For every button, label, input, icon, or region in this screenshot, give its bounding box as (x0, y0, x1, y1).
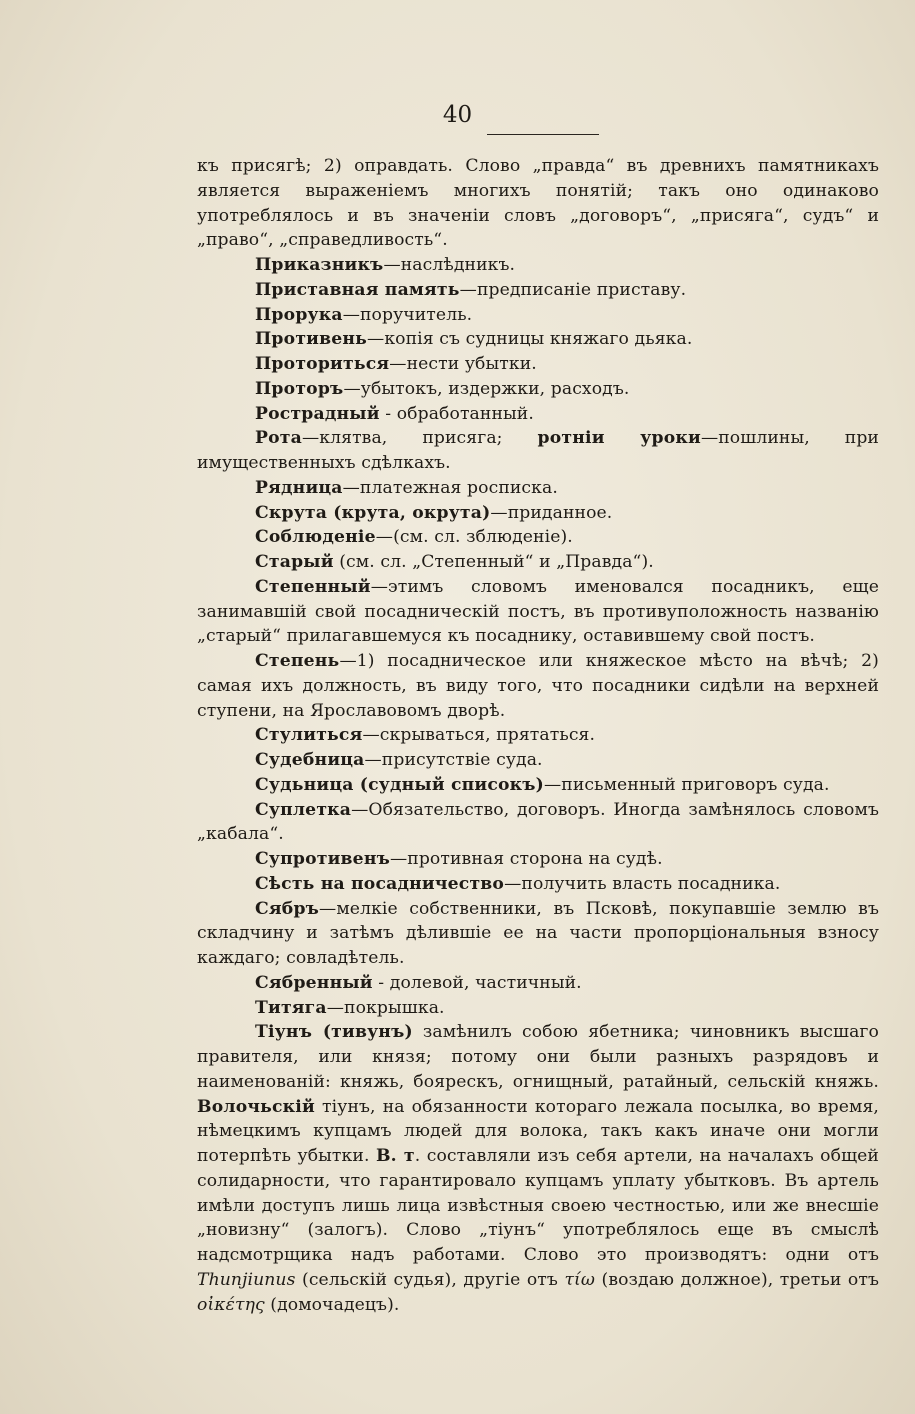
definition-text: —письменный приговоръ суда. (544, 774, 830, 795)
headword: Противень (255, 329, 368, 350)
definition-text: —противная сторона на судѣ. (389, 849, 663, 869)
headword: Прорука (255, 304, 343, 325)
glossary-entry (197, 575, 879, 649)
definition-text: —(см. сл. зблюденіе). (375, 527, 573, 548)
definition-text: —наслѣдникъ. (383, 255, 516, 275)
glossary-entry (197, 377, 879, 402)
definition-text: —нести убытки. (389, 354, 537, 374)
headword: В. т (375, 1146, 415, 1166)
glossary-entry (197, 550, 879, 575)
definition-text: —клятва, присяга; (301, 428, 538, 449)
definition-text: (домочадецъ). (264, 1294, 400, 1315)
headword: Волочьскій (197, 1096, 315, 1117)
definition-text: —получить власть посадника. (504, 873, 781, 894)
glossary-entry (197, 476, 879, 501)
glossary-entry (197, 996, 879, 1021)
definition-text: - обработанный. (379, 403, 534, 424)
definition-text: —скрываться, прятаться. (362, 725, 596, 746)
headword: Сябръ (255, 898, 320, 919)
definition-text: замѣнилъ собою ябетника; чиновникъ высшаго правителя, или князя; потому они были разныхъ разрядовъ и наименованій: княжь, боярескъ, огнищный, ратайный, сельскій княжь. (197, 1022, 879, 1092)
header-rule (487, 134, 599, 135)
definition-text: —присутствіе суда. (364, 750, 543, 770)
definition-text: —пошлины, при имущественныхъ сдѣлкахъ. (197, 428, 879, 473)
glossary-entry (197, 847, 879, 872)
headword: Супротивенъ (255, 849, 390, 869)
glossary-entry (197, 278, 879, 303)
headword: Титяга (255, 997, 327, 1018)
headword: Суплетка (255, 799, 352, 820)
headword: Приказникъ (255, 255, 384, 275)
headword: Степенный (255, 576, 371, 597)
glossary-entry (197, 352, 879, 377)
glossary-entry (197, 649, 879, 723)
definition-text: —поручитель. (342, 304, 473, 325)
foreign-word: τίω (564, 1269, 596, 1290)
headword: Соблюденіе (255, 527, 376, 548)
headword: Судьница (судный списокъ) (255, 774, 544, 795)
definition-text: —предписаніе приставу. (459, 279, 687, 300)
definition-text: —покрышка. (326, 997, 445, 1018)
glossary-entry (197, 897, 879, 971)
headword: Рядница (255, 477, 343, 498)
glossary-entry (197, 1020, 879, 1317)
headword: Стулиться (255, 725, 363, 746)
headword: Рота (255, 428, 302, 449)
glossary-entry (197, 798, 879, 848)
definition-text: —Обязательство, договоръ. Иногда замѣнялось словомъ „кабала“. (197, 799, 879, 845)
definition-text: - долевой, частичный. (372, 972, 582, 993)
headword: Старый (255, 552, 334, 572)
definition-text: . составляли изъ себя артели, на началахъ общей солидарности, что гарантировало купцамъ уплату убытковъ. Въ артель имѣли доступъ лишь лица извѣстныя своею честностью, или же внесшіе „новизну“ (залогъ). Слово „тіунъ“ употреблялось еще въ смыслѣ надсмотрщика надъ работами. Слово это производятъ: одни отъ (197, 1146, 879, 1265)
definition-text: (воздаю должное), третьи отъ (595, 1269, 879, 1290)
glossary-entry (197, 525, 879, 550)
definition-text: (см. сл. „Степенный“ и „Правда“). (333, 552, 654, 572)
definition-text: —убытокъ, издержки, расходъ. (343, 378, 630, 399)
page-number: 40 (442, 102, 473, 128)
headword: ротніи уроки (537, 428, 701, 449)
headword: Проторъ (255, 378, 344, 399)
definition-text: —приданное. (490, 502, 613, 523)
glossary-entry (197, 253, 879, 278)
glossary-entry (197, 723, 879, 748)
headword: Скрута (крута, окрута) (255, 502, 491, 523)
glossary-text (197, 154, 879, 1317)
foreign-word: οἰκέτης (197, 1294, 265, 1315)
glossary-entry (197, 971, 879, 996)
headword: Приставная память (255, 279, 460, 300)
definition-text: —мелкіе собственники, въ Псковѣ, покупавшіе землю въ складчину и затѣмъ дѣлившіе ее на части пропорціональныя взносу каждаго; совладѣтель. (197, 898, 879, 968)
glossary-entry (197, 773, 879, 798)
glossary-entry (197, 303, 879, 328)
headword: Тіунъ (тивунъ) (255, 1022, 413, 1043)
definition-text: къ присягѣ; 2) оправдать. Слово „правда“ въ древнихъ памятникахъ является выраженіемъ многихъ понятій; такъ оно одинаково употреблялось и въ значеніи словъ „договоръ“, „присяга“, судъ“ и „право“, „справедливость“. (197, 156, 879, 251)
definition-text: —копія съ судницы княжаго дьяка. (367, 329, 693, 350)
definition-text: —платежная росписка. (342, 477, 558, 498)
definition-text: тіунъ, на обязанности котораго лежала посылка, во время, нѣмецкимъ купцамъ людей для волока, такъ какъ иначе они могли потерпѣть убытки. (197, 1096, 879, 1166)
continuation-paragraph (197, 154, 879, 253)
glossary-entry (197, 327, 879, 352)
definition-text: —этимъ словомъ именовался посадникъ, еще занимавшій свой посадническій постъ, въ противуположность названію „старый“ прилагавшемуся къ посаднику, оставившему свой постъ. (197, 576, 879, 647)
glossary-entry (197, 748, 879, 773)
headword: Степень (255, 651, 340, 671)
headword: Проториться (255, 354, 390, 374)
headword: Сябренный (255, 972, 373, 993)
foreign-word: Thunjiunus (197, 1269, 296, 1290)
glossary-entry (197, 402, 879, 427)
headword: Судебница (255, 750, 365, 770)
glossary-entry (197, 872, 879, 897)
definition-text: (сельскій судья), другіе отъ (295, 1269, 565, 1290)
headword: Рострадный (255, 403, 380, 424)
glossary-entry (197, 501, 879, 526)
definition-text: —1) посадническое или княжеское мѣсто на вѣчѣ; 2) самая ихъ должность, въ виду того, что посадники сидѣли на верхней ступени, на Ярославовомъ дворѣ. (197, 651, 879, 721)
glossary-entry (197, 426, 879, 476)
headword: Сѣсть на посадничество (255, 873, 505, 894)
